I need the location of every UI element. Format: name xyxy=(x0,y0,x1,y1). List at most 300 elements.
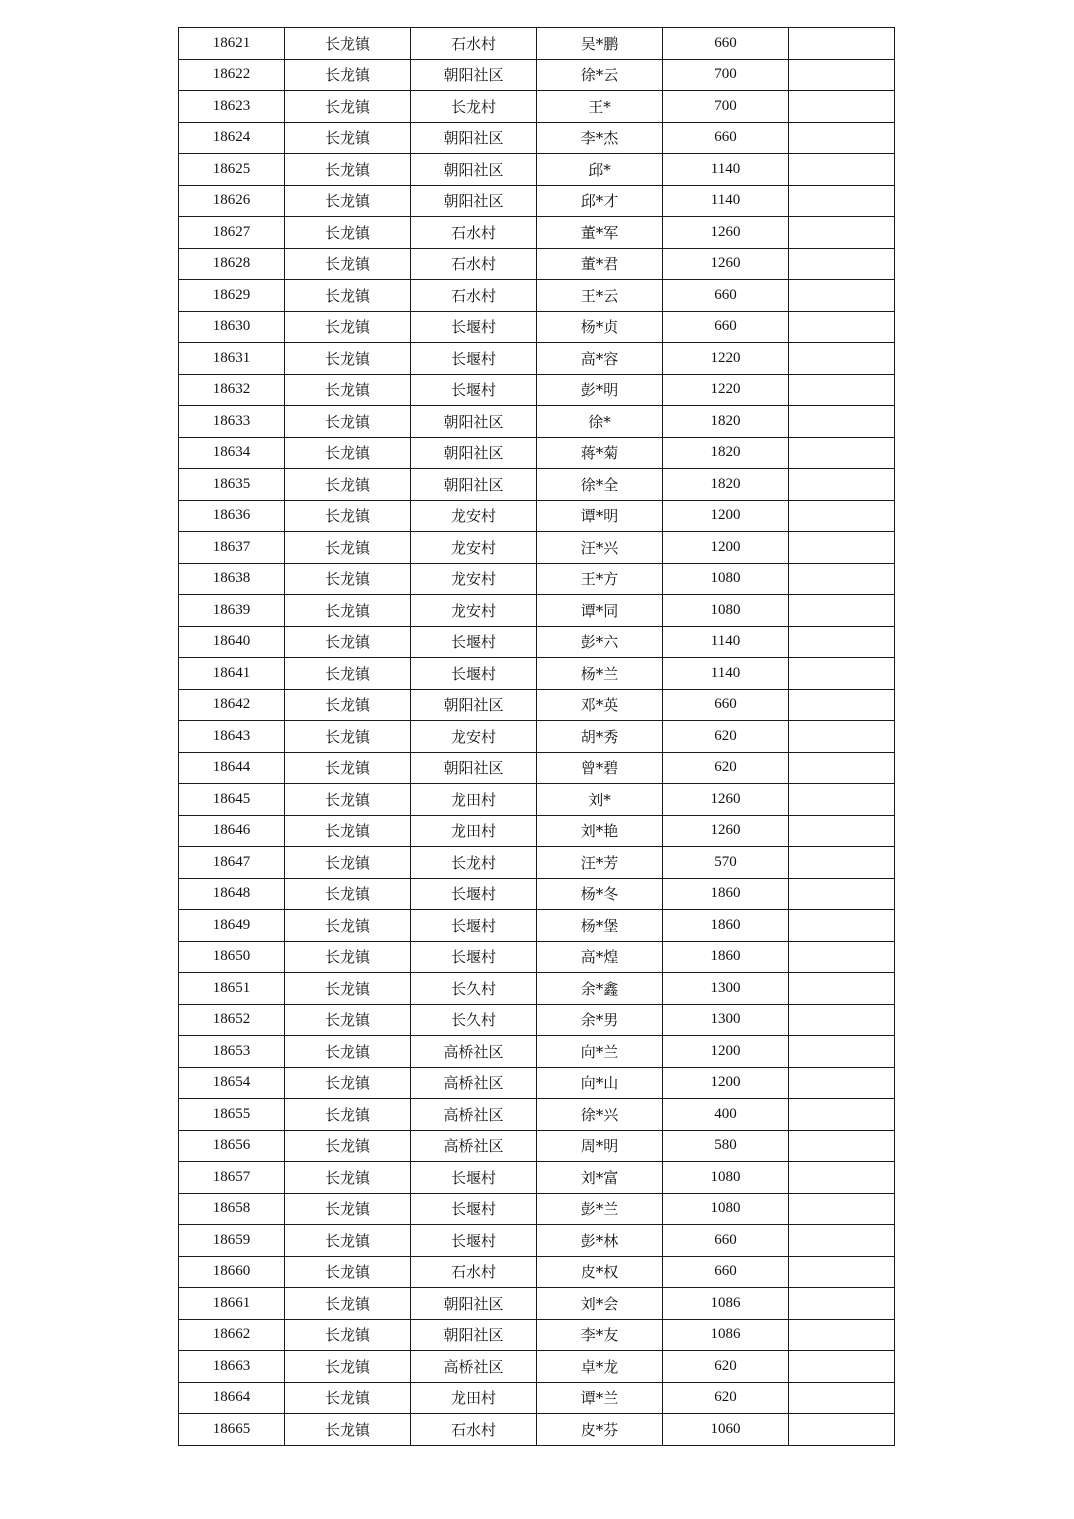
amount-cell: 1140 xyxy=(663,154,789,186)
amount-cell: 1260 xyxy=(663,784,789,816)
person-name-cell: 彭*明 xyxy=(537,374,663,406)
table-row xyxy=(179,406,895,438)
town-cell: 长龙镇 xyxy=(285,1193,411,1225)
table-row xyxy=(179,626,895,658)
amount-cell: 660 xyxy=(663,122,789,154)
serial-number-cell: 18646 xyxy=(179,815,285,847)
note-cell xyxy=(789,1225,895,1257)
village-cell: 长堰村 xyxy=(411,626,537,658)
amount-cell: 1260 xyxy=(663,815,789,847)
person-name-cell: 王* xyxy=(537,91,663,123)
note-cell xyxy=(789,941,895,973)
note-cell xyxy=(789,1288,895,1320)
village-cell: 高桥社区 xyxy=(411,1036,537,1068)
person-name-cell: 向*山 xyxy=(537,1067,663,1099)
amount-cell: 1200 xyxy=(663,1036,789,1068)
amount-cell: 1080 xyxy=(663,1193,789,1225)
person-name-cell: 谭*同 xyxy=(537,595,663,627)
amount-cell: 1820 xyxy=(663,437,789,469)
serial-number-cell: 18659 xyxy=(179,1225,285,1257)
person-name-cell: 徐*兴 xyxy=(537,1099,663,1131)
amount-cell: 1080 xyxy=(663,563,789,595)
table-row xyxy=(179,973,895,1005)
table-row xyxy=(179,154,895,186)
person-name-cell: 王*方 xyxy=(537,563,663,595)
amount-cell: 400 xyxy=(663,1099,789,1131)
amount-cell: 660 xyxy=(663,311,789,343)
amount-cell: 580 xyxy=(663,1130,789,1162)
town-cell: 长龙镇 xyxy=(285,217,411,249)
note-cell xyxy=(789,658,895,690)
note-cell xyxy=(789,532,895,564)
amount-cell: 1300 xyxy=(663,973,789,1005)
village-cell: 石水村 xyxy=(411,1256,537,1288)
village-cell: 长堰村 xyxy=(411,374,537,406)
town-cell: 长龙镇 xyxy=(285,122,411,154)
amount-cell: 1080 xyxy=(663,1162,789,1194)
amount-cell: 1820 xyxy=(663,406,789,438)
person-name-cell: 彭*六 xyxy=(537,626,663,658)
serial-number-cell: 18623 xyxy=(179,91,285,123)
village-cell: 长堰村 xyxy=(411,878,537,910)
note-cell xyxy=(789,469,895,501)
person-name-cell: 徐* xyxy=(537,406,663,438)
person-name-cell: 刘*会 xyxy=(537,1288,663,1320)
serial-number-cell: 18653 xyxy=(179,1036,285,1068)
note-cell xyxy=(789,1004,895,1036)
table-row xyxy=(179,1036,895,1068)
amount-cell: 620 xyxy=(663,752,789,784)
note-cell xyxy=(789,721,895,753)
village-cell: 石水村 xyxy=(411,248,537,280)
town-cell: 长龙镇 xyxy=(285,1414,411,1446)
person-name-cell: 刘* xyxy=(537,784,663,816)
amount-cell: 1820 xyxy=(663,469,789,501)
amount-cell: 1260 xyxy=(663,217,789,249)
table-row xyxy=(179,280,895,312)
note-cell xyxy=(789,878,895,910)
serial-number-cell: 18651 xyxy=(179,973,285,1005)
town-cell: 长龙镇 xyxy=(285,721,411,753)
village-cell: 长堰村 xyxy=(411,658,537,690)
table-row xyxy=(179,595,895,627)
note-cell xyxy=(789,752,895,784)
amount-cell: 1086 xyxy=(663,1319,789,1351)
village-cell: 长堰村 xyxy=(411,1193,537,1225)
note-cell xyxy=(789,689,895,721)
town-cell: 长龙镇 xyxy=(285,973,411,1005)
amount-cell: 1140 xyxy=(663,626,789,658)
town-cell: 长龙镇 xyxy=(285,878,411,910)
town-cell: 长龙镇 xyxy=(285,784,411,816)
town-cell: 长龙镇 xyxy=(285,626,411,658)
serial-number-cell: 18639 xyxy=(179,595,285,627)
town-cell: 长龙镇 xyxy=(285,1256,411,1288)
note-cell xyxy=(789,311,895,343)
person-name-cell: 王*云 xyxy=(537,280,663,312)
serial-number-cell: 18641 xyxy=(179,658,285,690)
table-row xyxy=(179,1382,895,1414)
town-cell: 长龙镇 xyxy=(285,815,411,847)
town-cell: 长龙镇 xyxy=(285,1351,411,1383)
town-cell: 长龙镇 xyxy=(285,311,411,343)
table-row xyxy=(179,469,895,501)
amount-cell: 660 xyxy=(663,1256,789,1288)
note-cell xyxy=(789,910,895,942)
serial-number-cell: 18662 xyxy=(179,1319,285,1351)
table-row xyxy=(179,1130,895,1162)
serial-number-cell: 18634 xyxy=(179,437,285,469)
amount-cell: 1200 xyxy=(663,1067,789,1099)
serial-number-cell: 18655 xyxy=(179,1099,285,1131)
amount-cell: 620 xyxy=(663,1351,789,1383)
person-name-cell: 皮*芬 xyxy=(537,1414,663,1446)
town-cell: 长龙镇 xyxy=(285,248,411,280)
serial-number-cell: 18630 xyxy=(179,311,285,343)
amount-cell: 1060 xyxy=(663,1414,789,1446)
village-cell: 长堰村 xyxy=(411,343,537,375)
town-cell: 长龙镇 xyxy=(285,154,411,186)
village-cell: 朝阳社区 xyxy=(411,59,537,91)
person-name-cell: 蒋*菊 xyxy=(537,437,663,469)
serial-number-cell: 18664 xyxy=(179,1382,285,1414)
village-cell: 龙安村 xyxy=(411,595,537,627)
town-cell: 长龙镇 xyxy=(285,1162,411,1194)
table-row xyxy=(179,500,895,532)
person-name-cell: 高*容 xyxy=(537,343,663,375)
serial-number-cell: 18632 xyxy=(179,374,285,406)
roster-table xyxy=(178,27,895,1446)
village-cell: 朝阳社区 xyxy=(411,1288,537,1320)
note-cell xyxy=(789,28,895,60)
town-cell: 长龙镇 xyxy=(285,1099,411,1131)
serial-number-cell: 18636 xyxy=(179,500,285,532)
village-cell: 石水村 xyxy=(411,28,537,60)
town-cell: 长龙镇 xyxy=(285,1004,411,1036)
note-cell xyxy=(789,280,895,312)
note-cell xyxy=(789,1319,895,1351)
table-row xyxy=(179,815,895,847)
amount-cell: 1220 xyxy=(663,374,789,406)
table-row xyxy=(179,1351,895,1383)
person-name-cell: 李*友 xyxy=(537,1319,663,1351)
serial-number-cell: 18640 xyxy=(179,626,285,658)
serial-number-cell: 18635 xyxy=(179,469,285,501)
person-name-cell: 皮*权 xyxy=(537,1256,663,1288)
person-name-cell: 汪*芳 xyxy=(537,847,663,879)
village-cell: 朝阳社区 xyxy=(411,469,537,501)
person-name-cell: 刘*富 xyxy=(537,1162,663,1194)
serial-number-cell: 18647 xyxy=(179,847,285,879)
village-cell: 龙田村 xyxy=(411,1382,537,1414)
person-name-cell: 邓*英 xyxy=(537,689,663,721)
amount-cell: 1200 xyxy=(663,532,789,564)
person-name-cell: 杨*兰 xyxy=(537,658,663,690)
town-cell: 长龙镇 xyxy=(285,532,411,564)
village-cell: 长龙村 xyxy=(411,847,537,879)
town-cell: 长龙镇 xyxy=(285,374,411,406)
note-cell xyxy=(789,1193,895,1225)
table-row xyxy=(179,343,895,375)
table-row xyxy=(179,941,895,973)
table-row xyxy=(179,1414,895,1446)
village-cell: 高桥社区 xyxy=(411,1351,537,1383)
amount-cell: 570 xyxy=(663,847,789,879)
amount-cell: 1140 xyxy=(663,185,789,217)
village-cell: 龙安村 xyxy=(411,563,537,595)
town-cell: 长龙镇 xyxy=(285,437,411,469)
village-cell: 石水村 xyxy=(411,217,537,249)
town-cell: 长龙镇 xyxy=(285,343,411,375)
serial-number-cell: 18645 xyxy=(179,784,285,816)
person-name-cell: 李*杰 xyxy=(537,122,663,154)
amount-cell: 1860 xyxy=(663,910,789,942)
town-cell: 长龙镇 xyxy=(285,185,411,217)
note-cell xyxy=(789,122,895,154)
person-name-cell: 杨*堡 xyxy=(537,910,663,942)
note-cell xyxy=(789,1099,895,1131)
note-cell xyxy=(789,217,895,249)
village-cell: 高桥社区 xyxy=(411,1067,537,1099)
note-cell xyxy=(789,248,895,280)
amount-cell: 660 xyxy=(663,280,789,312)
village-cell: 朝阳社区 xyxy=(411,437,537,469)
note-cell xyxy=(789,500,895,532)
person-name-cell: 徐*云 xyxy=(537,59,663,91)
serial-number-cell: 18661 xyxy=(179,1288,285,1320)
table-row xyxy=(179,91,895,123)
note-cell xyxy=(789,437,895,469)
town-cell: 长龙镇 xyxy=(285,1067,411,1099)
village-cell: 长龙村 xyxy=(411,91,537,123)
table-row xyxy=(179,1319,895,1351)
table-row xyxy=(179,1193,895,1225)
serial-number-cell: 18663 xyxy=(179,1351,285,1383)
note-cell xyxy=(789,406,895,438)
note-cell xyxy=(789,1351,895,1383)
village-cell: 朝阳社区 xyxy=(411,185,537,217)
village-cell: 朝阳社区 xyxy=(411,689,537,721)
village-cell: 高桥社区 xyxy=(411,1130,537,1162)
person-name-cell: 余*鑫 xyxy=(537,973,663,1005)
amount-cell: 1300 xyxy=(663,1004,789,1036)
table-row xyxy=(179,1225,895,1257)
amount-cell: 660 xyxy=(663,1225,789,1257)
person-name-cell: 余*男 xyxy=(537,1004,663,1036)
amount-cell: 1860 xyxy=(663,878,789,910)
serial-number-cell: 18638 xyxy=(179,563,285,595)
person-name-cell: 刘*艳 xyxy=(537,815,663,847)
note-cell xyxy=(789,626,895,658)
table-row xyxy=(179,1004,895,1036)
serial-number-cell: 18644 xyxy=(179,752,285,784)
table-row xyxy=(179,1162,895,1194)
person-name-cell: 杨*贞 xyxy=(537,311,663,343)
serial-number-cell: 18621 xyxy=(179,28,285,60)
village-cell: 长堰村 xyxy=(411,910,537,942)
person-name-cell: 彭*林 xyxy=(537,1225,663,1257)
person-name-cell: 彭*兰 xyxy=(537,1193,663,1225)
person-name-cell: 董*君 xyxy=(537,248,663,280)
person-name-cell: 谭*兰 xyxy=(537,1382,663,1414)
town-cell: 长龙镇 xyxy=(285,1382,411,1414)
village-cell: 龙田村 xyxy=(411,784,537,816)
serial-number-cell: 18624 xyxy=(179,122,285,154)
serial-number-cell: 18633 xyxy=(179,406,285,438)
serial-number-cell: 18650 xyxy=(179,941,285,973)
serial-number-cell: 18625 xyxy=(179,154,285,186)
serial-number-cell: 18652 xyxy=(179,1004,285,1036)
note-cell xyxy=(789,374,895,406)
village-cell: 龙安村 xyxy=(411,721,537,753)
table-row xyxy=(179,1067,895,1099)
village-cell: 高桥社区 xyxy=(411,1099,537,1131)
village-cell: 龙田村 xyxy=(411,815,537,847)
table-row xyxy=(179,847,895,879)
table-row xyxy=(179,878,895,910)
table-row xyxy=(179,689,895,721)
table-row xyxy=(179,721,895,753)
serial-number-cell: 18657 xyxy=(179,1162,285,1194)
town-cell: 长龙镇 xyxy=(285,910,411,942)
serial-number-cell: 18637 xyxy=(179,532,285,564)
serial-number-cell: 18627 xyxy=(179,217,285,249)
note-cell xyxy=(789,59,895,91)
serial-number-cell: 18622 xyxy=(179,59,285,91)
table-row xyxy=(179,59,895,91)
village-cell: 长久村 xyxy=(411,1004,537,1036)
note-cell xyxy=(789,1067,895,1099)
town-cell: 长龙镇 xyxy=(285,1288,411,1320)
village-cell: 龙安村 xyxy=(411,500,537,532)
town-cell: 长龙镇 xyxy=(285,595,411,627)
amount-cell: 1860 xyxy=(663,941,789,973)
table-row xyxy=(179,1288,895,1320)
table-row xyxy=(179,910,895,942)
person-name-cell: 胡*秀 xyxy=(537,721,663,753)
note-cell xyxy=(789,595,895,627)
note-cell xyxy=(789,1382,895,1414)
person-name-cell: 谭*明 xyxy=(537,500,663,532)
amount-cell: 660 xyxy=(663,28,789,60)
serial-number-cell: 18643 xyxy=(179,721,285,753)
note-cell xyxy=(789,815,895,847)
amount-cell: 620 xyxy=(663,721,789,753)
person-name-cell: 卓*龙 xyxy=(537,1351,663,1383)
table-row xyxy=(179,311,895,343)
village-cell: 长久村 xyxy=(411,973,537,1005)
table-row xyxy=(179,532,895,564)
note-cell xyxy=(789,1256,895,1288)
town-cell: 长龙镇 xyxy=(285,500,411,532)
amount-cell: 620 xyxy=(663,1382,789,1414)
note-cell xyxy=(789,1036,895,1068)
person-name-cell: 向*兰 xyxy=(537,1036,663,1068)
town-cell: 长龙镇 xyxy=(285,1130,411,1162)
note-cell xyxy=(789,563,895,595)
serial-number-cell: 18628 xyxy=(179,248,285,280)
village-cell: 朝阳社区 xyxy=(411,406,537,438)
note-cell xyxy=(789,1130,895,1162)
note-cell xyxy=(789,185,895,217)
town-cell: 长龙镇 xyxy=(285,59,411,91)
table-row xyxy=(179,437,895,469)
serial-number-cell: 18626 xyxy=(179,185,285,217)
serial-number-cell: 18649 xyxy=(179,910,285,942)
serial-number-cell: 18648 xyxy=(179,878,285,910)
town-cell: 长龙镇 xyxy=(285,406,411,438)
table-row xyxy=(179,658,895,690)
town-cell: 长龙镇 xyxy=(285,280,411,312)
table-row xyxy=(179,563,895,595)
person-name-cell: 汪*兴 xyxy=(537,532,663,564)
table-row xyxy=(179,1099,895,1131)
note-cell xyxy=(789,343,895,375)
amount-cell: 1140 xyxy=(663,658,789,690)
town-cell: 长龙镇 xyxy=(285,752,411,784)
table-row xyxy=(179,784,895,816)
table-row xyxy=(179,374,895,406)
person-name-cell: 邱* xyxy=(537,154,663,186)
town-cell: 长龙镇 xyxy=(285,28,411,60)
serial-number-cell: 18642 xyxy=(179,689,285,721)
person-name-cell: 董*军 xyxy=(537,217,663,249)
town-cell: 长龙镇 xyxy=(285,941,411,973)
person-name-cell: 徐*全 xyxy=(537,469,663,501)
amount-cell: 660 xyxy=(663,689,789,721)
village-cell: 朝阳社区 xyxy=(411,154,537,186)
note-cell xyxy=(789,91,895,123)
table-row xyxy=(179,185,895,217)
village-cell: 长堰村 xyxy=(411,941,537,973)
town-cell: 长龙镇 xyxy=(285,658,411,690)
amount-cell: 1086 xyxy=(663,1288,789,1320)
serial-number-cell: 18656 xyxy=(179,1130,285,1162)
town-cell: 长龙镇 xyxy=(285,563,411,595)
town-cell: 长龙镇 xyxy=(285,1036,411,1068)
roster-table-body xyxy=(179,28,895,1446)
village-cell: 朝阳社区 xyxy=(411,752,537,784)
village-cell: 朝阳社区 xyxy=(411,1319,537,1351)
document-page xyxy=(178,27,894,1446)
amount-cell: 1080 xyxy=(663,595,789,627)
person-name-cell: 邱*才 xyxy=(537,185,663,217)
amount-cell: 700 xyxy=(663,59,789,91)
village-cell: 长堰村 xyxy=(411,1162,537,1194)
note-cell xyxy=(789,154,895,186)
village-cell: 长堰村 xyxy=(411,1225,537,1257)
table-row xyxy=(179,1256,895,1288)
table-row xyxy=(179,28,895,60)
town-cell: 长龙镇 xyxy=(285,689,411,721)
amount-cell: 700 xyxy=(663,91,789,123)
village-cell: 龙安村 xyxy=(411,532,537,564)
serial-number-cell: 18660 xyxy=(179,1256,285,1288)
village-cell: 长堰村 xyxy=(411,311,537,343)
note-cell xyxy=(789,1162,895,1194)
note-cell xyxy=(789,973,895,1005)
table-row xyxy=(179,217,895,249)
village-cell: 石水村 xyxy=(411,280,537,312)
note-cell xyxy=(789,784,895,816)
village-cell: 朝阳社区 xyxy=(411,122,537,154)
table-row xyxy=(179,248,895,280)
serial-number-cell: 18665 xyxy=(179,1414,285,1446)
note-cell xyxy=(789,1414,895,1446)
person-name-cell: 曾*碧 xyxy=(537,752,663,784)
table-row xyxy=(179,752,895,784)
town-cell: 长龙镇 xyxy=(285,1319,411,1351)
